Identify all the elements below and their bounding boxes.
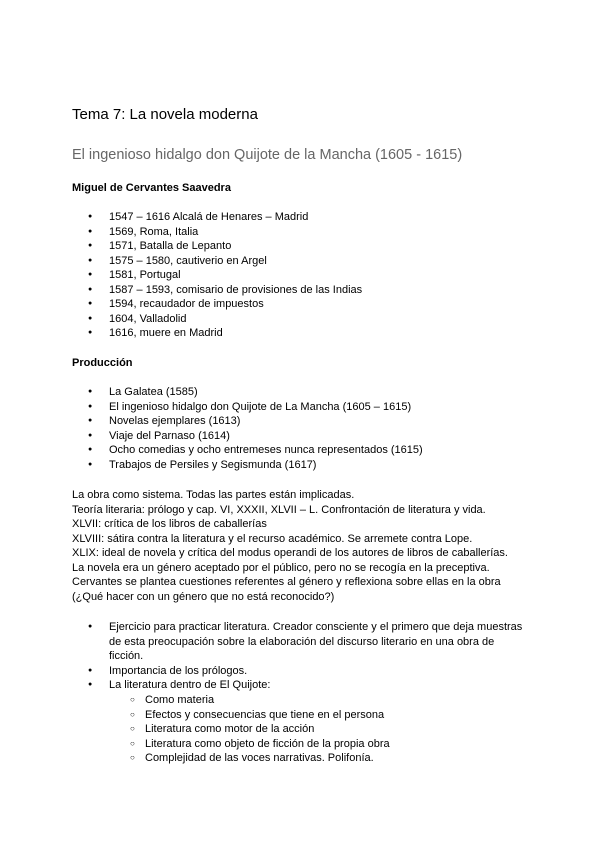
- paragraph-line: Cervantes se plantea cuestiones referentes al género y reflexiona sobre ellas en la obra: [72, 576, 501, 588]
- list-item: ● Trabajos de Persiles y Segismunda (1617): [72, 458, 423, 473]
- paragraph-line: La novela era un género aceptado por el público, pero no se recogía en la preceptiva.: [72, 561, 490, 574]
- list-item: ● Novelas ejemplares (1613): [72, 414, 423, 429]
- list-item: ● Viaje del Parnaso (1614): [72, 429, 423, 444]
- list-item: ● 1575 – 1580, cautiverio en Argel: [72, 254, 362, 269]
- author-heading: Miguel de Cervantes Saavedra: [72, 182, 231, 194]
- list-item: ● Ejercicio para practicar literatura. Creador consciente y el primero que deja muestras de esta preocupación sobre la elaboración del discurso literario en una obra de ficción.: [72, 620, 529, 664]
- list-item: ● 1581, Portugal: [72, 268, 362, 283]
- list-item: ● El ingenioso hidalgo don Quijote de La Mancha (1605 – 1615): [72, 400, 423, 415]
- paragraph-line: XLVII: crítica de los libros de caballerías: [72, 518, 267, 530]
- paragraph-line: (¿Qué hacer con un género que no está reconocido?): [72, 590, 335, 603]
- list-item: ● 1616, muere en Madrid: [72, 326, 362, 341]
- notes-list: [72, 620, 529, 693]
- list-item: ● La Galatea (1585): [72, 385, 423, 400]
- sub-list: [130, 693, 390, 766]
- biography-list: [72, 210, 362, 341]
- sub-list-item: ○ Literatura como objeto de ficción de la propia obra: [130, 737, 390, 752]
- production-list: [72, 385, 423, 472]
- production-heading: Producción: [72, 357, 133, 369]
- sub-list-item: ○ Efectos y consecuencias que tiene en el persona: [130, 708, 390, 723]
- paragraph-line: XLIX: ideal de novela y crítica del modus operandi de los autores de libros de caballerías.: [72, 547, 508, 559]
- list-item: ● 1569, Roma, Italia: [72, 225, 362, 240]
- paragraph-line: La obra como sistema. Todas las partes están implicadas.: [72, 489, 355, 501]
- page-subtitle: El ingenioso hidalgo don Quijote de la Mancha (1605 - 1615): [72, 147, 463, 163]
- sub-list-item: ○ Literatura como motor de la acción: [130, 722, 390, 737]
- analysis-paragraph: [72, 488, 542, 604]
- list-item: ● La literatura dentro de El Quijote:: [72, 678, 529, 693]
- page-title: Tema 7: La novela moderna: [72, 106, 258, 123]
- list-item: ● 1571, Batalla de Lepanto: [72, 239, 362, 254]
- list-item: ● 1547 – 1616 Alcalá de Henares – Madrid: [72, 210, 362, 225]
- list-item: ● 1594, recaudador de impuestos: [72, 297, 362, 312]
- list-item: ● Ocho comedias y ocho entremeses nunca representados (1615): [72, 443, 423, 458]
- list-item: ● 1587 – 1593, comisario de provisiones de las Indias: [72, 283, 362, 298]
- sub-list-item: ○ Complejidad de las voces narrativas. Polifonía.: [130, 751, 390, 766]
- list-item: ● 1604, Valladolid: [72, 312, 362, 327]
- list-item: ● Importancia de los prólogos.: [72, 664, 529, 679]
- paragraph-line: XLVIII: sátira contra la literatura y el recurso académico. Se arremete contra Lope.: [72, 532, 473, 545]
- sub-list-item: ○ Como materia: [130, 693, 390, 708]
- paragraph-line: Teoría literaria: prólogo y cap. VI, XXXII, XLVII – L. Confrontación de literatura y vida.: [72, 503, 486, 516]
